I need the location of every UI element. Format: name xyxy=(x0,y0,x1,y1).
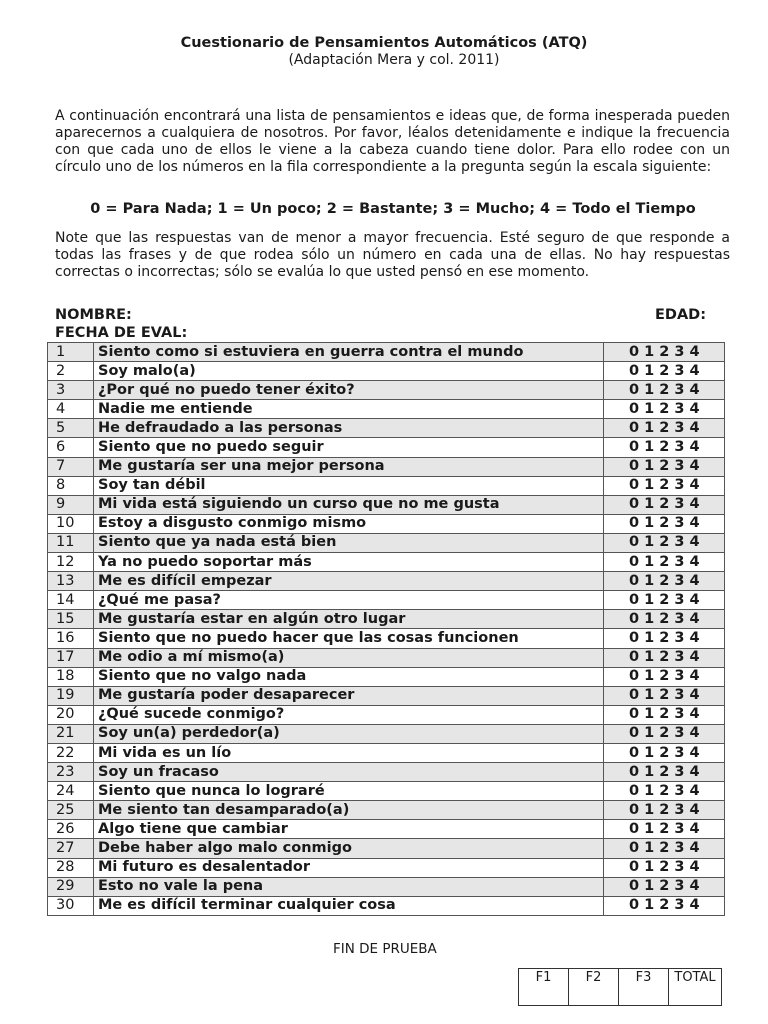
item-number: 12 xyxy=(48,553,94,572)
item-scale[interactable]: 0 1 2 3 4 xyxy=(604,457,725,476)
item-scale[interactable]: 0 1 2 3 4 xyxy=(604,495,725,514)
item-scale[interactable]: 0 1 2 3 4 xyxy=(604,591,725,610)
item-number: 30 xyxy=(48,896,94,915)
table-row xyxy=(48,724,725,743)
item-text: Esto no vale la pena xyxy=(94,877,604,896)
item-scale[interactable]: 0 1 2 3 4 xyxy=(604,438,725,457)
item-number: 6 xyxy=(48,438,94,457)
end-of-test-label: FIN DE PRUEBA xyxy=(333,941,437,957)
table-row xyxy=(48,686,725,705)
table-row xyxy=(48,362,725,381)
item-number: 24 xyxy=(48,782,94,801)
instructions-note: Note que las respuestas van de menor a mayor frecuencia. Esté seguro de que responde a todas las frases y de que rodea sólo un número en cada una de ellas. No hay respuestas correctas o incorrectas; sólo se evalúa lo que usted pensó en ese momento. xyxy=(55,230,730,280)
item-number: 23 xyxy=(48,763,94,782)
item-number: 20 xyxy=(48,705,94,724)
item-scale[interactable]: 0 1 2 3 4 xyxy=(604,782,725,801)
item-number: 27 xyxy=(48,839,94,858)
item-text: Mi vida es un lío xyxy=(94,743,604,762)
table-row xyxy=(48,820,725,839)
nombre-label: NOMBRE: xyxy=(55,307,132,323)
item-text: ¿Qué me pasa? xyxy=(94,591,604,610)
item-number: 11 xyxy=(48,533,94,552)
item-scale[interactable]: 0 1 2 3 4 xyxy=(604,705,725,724)
item-text: Me es difícil empezar xyxy=(94,572,604,591)
table-row xyxy=(48,476,725,495)
table-row xyxy=(48,419,725,438)
table-row xyxy=(48,858,725,877)
table-row xyxy=(48,533,725,552)
table-row xyxy=(48,591,725,610)
item-text: Siento que no puedo seguir xyxy=(94,438,604,457)
item-text: Estoy a disgusto conmigo mismo xyxy=(94,514,604,533)
page-title: Cuestionario de Pensamientos Automáticos (ATQ) xyxy=(180,35,588,51)
table-row xyxy=(48,667,725,686)
table-row xyxy=(48,705,725,724)
table-row xyxy=(48,572,725,591)
item-text: Nadie me entiende xyxy=(94,400,604,419)
table-row xyxy=(48,610,725,629)
table-row xyxy=(48,400,725,419)
item-text: Me gustaría poder desaparecer xyxy=(94,686,604,705)
item-number: 1 xyxy=(48,343,94,362)
item-scale[interactable]: 0 1 2 3 4 xyxy=(604,400,725,419)
item-number: 9 xyxy=(48,495,94,514)
item-number: 5 xyxy=(48,419,94,438)
item-number: 21 xyxy=(48,724,94,743)
table-row xyxy=(48,438,725,457)
table-row xyxy=(48,648,725,667)
item-number: 22 xyxy=(48,743,94,762)
table-row xyxy=(48,343,725,362)
table-row xyxy=(48,381,725,400)
table-row xyxy=(48,839,725,858)
item-scale[interactable]: 0 1 2 3 4 xyxy=(604,839,725,858)
item-scale[interactable]: 0 1 2 3 4 xyxy=(604,743,725,762)
item-text: Me siento tan desamparado(a) xyxy=(94,801,604,820)
table-row xyxy=(48,743,725,762)
item-scale[interactable]: 0 1 2 3 4 xyxy=(604,820,725,839)
item-scale[interactable]: 0 1 2 3 4 xyxy=(604,572,725,591)
table-row xyxy=(48,801,725,820)
item-text: Siento que no valgo nada xyxy=(94,667,604,686)
questionnaire-table xyxy=(47,342,725,916)
item-scale[interactable]: 0 1 2 3 4 xyxy=(604,629,725,648)
item-scale[interactable]: 0 1 2 3 4 xyxy=(604,533,725,552)
item-scale[interactable]: 0 1 2 3 4 xyxy=(604,686,725,705)
item-text: Soy un(a) perdedor(a) xyxy=(94,724,604,743)
item-scale[interactable]: 0 1 2 3 4 xyxy=(604,362,725,381)
item-scale[interactable]: 0 1 2 3 4 xyxy=(604,343,725,362)
table-row xyxy=(48,514,725,533)
item-text: He defraudado a las personas xyxy=(94,419,604,438)
table-row xyxy=(48,553,725,572)
item-text: Siento que ya nada está bien xyxy=(94,533,604,552)
score-table xyxy=(518,968,722,1006)
table-row xyxy=(48,457,725,476)
instructions-intro: A continuación encontrará una lista de pensamientos e ideas que, de forma inesperada pueden aparecernos a cualquiera de nosotros. Por favor, léalos detenidamente e indique la frecuencia con que cada uno de ellos le viene a la cabeza cuando tiene dolor. Para ello rodee con un círculo uno de los números en la fila correspondiente a la pregunta según la escala siguiente: xyxy=(55,108,730,175)
item-scale[interactable]: 0 1 2 3 4 xyxy=(604,610,725,629)
item-scale[interactable]: 0 1 2 3 4 xyxy=(604,648,725,667)
item-scale[interactable]: 0 1 2 3 4 xyxy=(604,724,725,743)
table-row xyxy=(48,495,725,514)
score-f1[interactable]: F1 xyxy=(519,969,569,1006)
item-scale[interactable]: 0 1 2 3 4 xyxy=(604,858,725,877)
item-number: 15 xyxy=(48,610,94,629)
item-scale[interactable]: 0 1 2 3 4 xyxy=(604,514,725,533)
table-row xyxy=(48,877,725,896)
item-scale[interactable]: 0 1 2 3 4 xyxy=(604,476,725,495)
item-text: Me gustaría ser una mejor persona xyxy=(94,457,604,476)
item-number: 16 xyxy=(48,629,94,648)
item-number: 3 xyxy=(48,381,94,400)
item-text: Soy tan débil xyxy=(94,476,604,495)
item-text: Mi futuro es desalentador xyxy=(94,858,604,877)
item-text: Siento que nunca lo lograré xyxy=(94,782,604,801)
item-number: 10 xyxy=(48,514,94,533)
item-scale[interactable]: 0 1 2 3 4 xyxy=(604,667,725,686)
fecha-label: FECHA DE EVAL: xyxy=(55,325,188,341)
item-text: Mi vida está siguiendo un curso que no me gusta xyxy=(94,495,604,514)
item-number: 2 xyxy=(48,362,94,381)
item-text: Me odio a mí mismo(a) xyxy=(94,648,604,667)
item-number: 18 xyxy=(48,667,94,686)
item-number: 7 xyxy=(48,457,94,476)
item-number: 13 xyxy=(48,572,94,591)
item-scale[interactable]: 0 1 2 3 4 xyxy=(604,801,725,820)
item-number: 26 xyxy=(48,820,94,839)
item-text: Me es difícil terminar cualquier cosa xyxy=(94,896,604,915)
item-text: ¿Qué sucede conmigo? xyxy=(94,705,604,724)
item-text: Ya no puedo soportar más xyxy=(94,553,604,572)
score-total[interactable]: TOTAL xyxy=(669,969,722,1006)
edad-label: EDAD: xyxy=(655,307,706,323)
item-number: 4 xyxy=(48,400,94,419)
item-text: Me gustaría estar en algún otro lugar xyxy=(94,610,604,629)
table-row xyxy=(48,896,725,915)
item-number: 8 xyxy=(48,476,94,495)
item-number: 14 xyxy=(48,591,94,610)
item-number: 19 xyxy=(48,686,94,705)
item-scale[interactable]: 0 1 2 3 4 xyxy=(604,553,725,572)
item-text: Debe haber algo malo conmigo xyxy=(94,839,604,858)
score-f3[interactable]: F3 xyxy=(619,969,669,1006)
item-scale[interactable]: 0 1 2 3 4 xyxy=(604,877,725,896)
item-text: ¿Por qué no puedo tener éxito? xyxy=(94,381,604,400)
score-f2[interactable]: F2 xyxy=(569,969,619,1006)
item-scale[interactable]: 0 1 2 3 4 xyxy=(604,419,725,438)
item-scale[interactable]: 0 1 2 3 4 xyxy=(604,381,725,400)
item-number: 25 xyxy=(48,801,94,820)
table-row xyxy=(48,629,725,648)
table-row xyxy=(48,782,725,801)
scale-legend: 0 = Para Nada; 1 = Un poco; 2 = Bastante; 3 = Mucho; 4 = Todo el Tiempo xyxy=(90,201,696,217)
item-text: Soy un fracaso xyxy=(94,763,604,782)
item-number: 29 xyxy=(48,877,94,896)
item-number: 28 xyxy=(48,858,94,877)
item-text: Siento como si estuviera en guerra contra el mundo xyxy=(94,343,604,362)
item-number: 17 xyxy=(48,648,94,667)
table-row xyxy=(48,763,725,782)
item-scale[interactable]: 0 1 2 3 4 xyxy=(604,763,725,782)
item-text: Algo tiene que cambiar xyxy=(94,820,604,839)
item-text: Soy malo(a) xyxy=(94,362,604,381)
page-subtitle: (Adaptación Mera y col. 2011) xyxy=(288,52,500,68)
item-text: Siento que no puedo hacer que las cosas funcionen xyxy=(94,629,604,648)
item-scale[interactable]: 0 1 2 3 4 xyxy=(604,896,725,915)
